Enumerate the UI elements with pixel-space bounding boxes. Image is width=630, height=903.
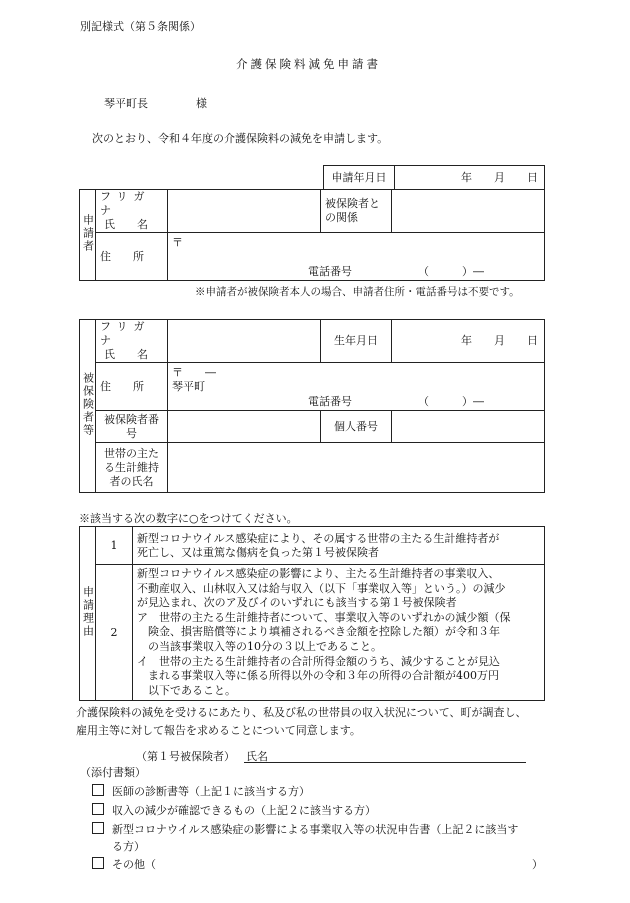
insured-table: [79, 319, 545, 493]
applicant-name-field[interactable]: [168, 190, 321, 233]
insured-address-field[interactable]: [168, 363, 545, 411]
personal-number-label: 個人番号: [321, 411, 392, 443]
insured-section-label: 被保険者等: [80, 320, 96, 493]
birth-label: 生年月日: [321, 320, 392, 363]
insured-town: 琴平町: [172, 380, 205, 393]
form-label: 別記様式（第５条関係）: [80, 20, 201, 33]
checkbox[interactable]: [92, 803, 104, 815]
attachment-item-1: 医師の診断書等（上記１に該当する方）: [92, 783, 310, 799]
reason-text-1: 新型コロナウイルス感染症により、その属する世帯の主たる生計維持者が 死亡し、又は重篤な傷病を負った第１号被保険者: [133, 527, 545, 565]
applicant-note: ※申請者が被保険者本人の場合、申請者住所・電話番号は不要です。: [195, 286, 520, 298]
householder-field[interactable]: [168, 443, 545, 493]
signature-prefix: （第１号被保険者）: [136, 750, 235, 763]
insured-address-label: 住 所: [96, 363, 168, 411]
householder-label: 世帯の主たる生計維持者の氏名: [96, 443, 168, 493]
applicant-table: [79, 189, 545, 281]
attachment-other-close: ）: [532, 858, 543, 871]
intro-text: 次のとおり、令和４年度の介護保険料の減免を申請します。: [92, 132, 389, 145]
applicant-address-field[interactable]: [168, 233, 545, 281]
consent-line-1: 介護保険料の減免を受けるにあたり、私及び私の世帯員の収入状況について、町が調査し、: [76, 706, 527, 719]
insured-name-field[interactable]: [168, 320, 321, 363]
insured-number-label: 被保険者番号: [96, 411, 168, 443]
page-title: 介護保険料減免申請書: [236, 57, 381, 71]
addressee-honorific: 様: [196, 97, 207, 110]
relation-field[interactable]: [392, 190, 545, 233]
applicant-phone-label: 電話番号: [308, 265, 352, 278]
reason-instruction: ※該当する次の数字に○をつけてください。: [79, 512, 298, 525]
insured-phone-label: 電話番号: [308, 395, 352, 408]
signature-name-label: 氏名: [246, 750, 268, 763]
applicant-phone-field[interactable]: （ ）―: [418, 265, 484, 278]
insured-postal: 〒 ―: [172, 366, 216, 379]
insured-name-labels: フリガナ 氏 名: [96, 320, 168, 363]
attachment-item-4: その他（: [92, 856, 156, 872]
applicant-name-labels: フリガナ 氏 名: [96, 190, 168, 233]
attachment-item-2: 収入の減少が確認できるもの（上記２に該当する方）: [92, 802, 376, 818]
postal-mark: 〒: [172, 236, 183, 249]
applicant-section-label: 申請者: [80, 190, 96, 281]
birth-field[interactable]: 年 月 日: [392, 320, 545, 363]
attachment-item-3-cont: る方）: [112, 840, 145, 853]
insured-phone-field[interactable]: （ ）―: [418, 395, 484, 408]
checkbox[interactable]: [92, 857, 104, 869]
reason-number-2[interactable]: 2: [96, 565, 133, 701]
consent-line-2: 雇用主等に対して報告を求めることについて同意します。: [76, 724, 361, 737]
applicant-address-label: 住 所: [96, 233, 168, 281]
checkbox[interactable]: [92, 784, 104, 796]
attachment-item-3: 新型コロナウイルス感染症の影響による事業収入等の状況申告書（上記２に該当す: [92, 821, 518, 837]
reason-text-2: 新型コロナウイルス感染症の影響により、主たる生計維持者の事業収入、 不動産収入、山林収入又は給与収入（以下「事業収入等」という。）の減少 が見込まれ、次のア及びイのいずれにも該当する第１号被保険者 ア 世帯の主たる生計維持者について、事業収入等のいずれかの減少額（保 険金、損害賠償等により填補されるべき金額を控除した額）が令和３年 の当該事業収入等の10分の３以上であること。 イ 世帯の主たる生計維持者の合計所得金額のうち、減少することが見込 まれる事業収入等に係る所得以外の令和３年の所得の合計額が400万円 以下であること。: [133, 565, 545, 701]
application-date-table: [323, 165, 545, 190]
reason-table: [79, 526, 545, 701]
checkbox[interactable]: [92, 822, 104, 834]
relation-label: 被保険者との関係: [321, 190, 392, 233]
signature-field[interactable]: [244, 748, 526, 763]
addressee-town: 琴平町長: [104, 97, 148, 110]
reason-number-1[interactable]: 1: [96, 527, 133, 565]
date-label: 申請年月日: [324, 166, 395, 190]
date-field[interactable]: 年 月 日: [395, 166, 545, 190]
attachments-heading: （添付書類）: [80, 766, 146, 779]
personal-number-field[interactable]: [392, 411, 545, 443]
insured-number-field[interactable]: [168, 411, 321, 443]
reason-label: 申請理由: [80, 527, 96, 701]
